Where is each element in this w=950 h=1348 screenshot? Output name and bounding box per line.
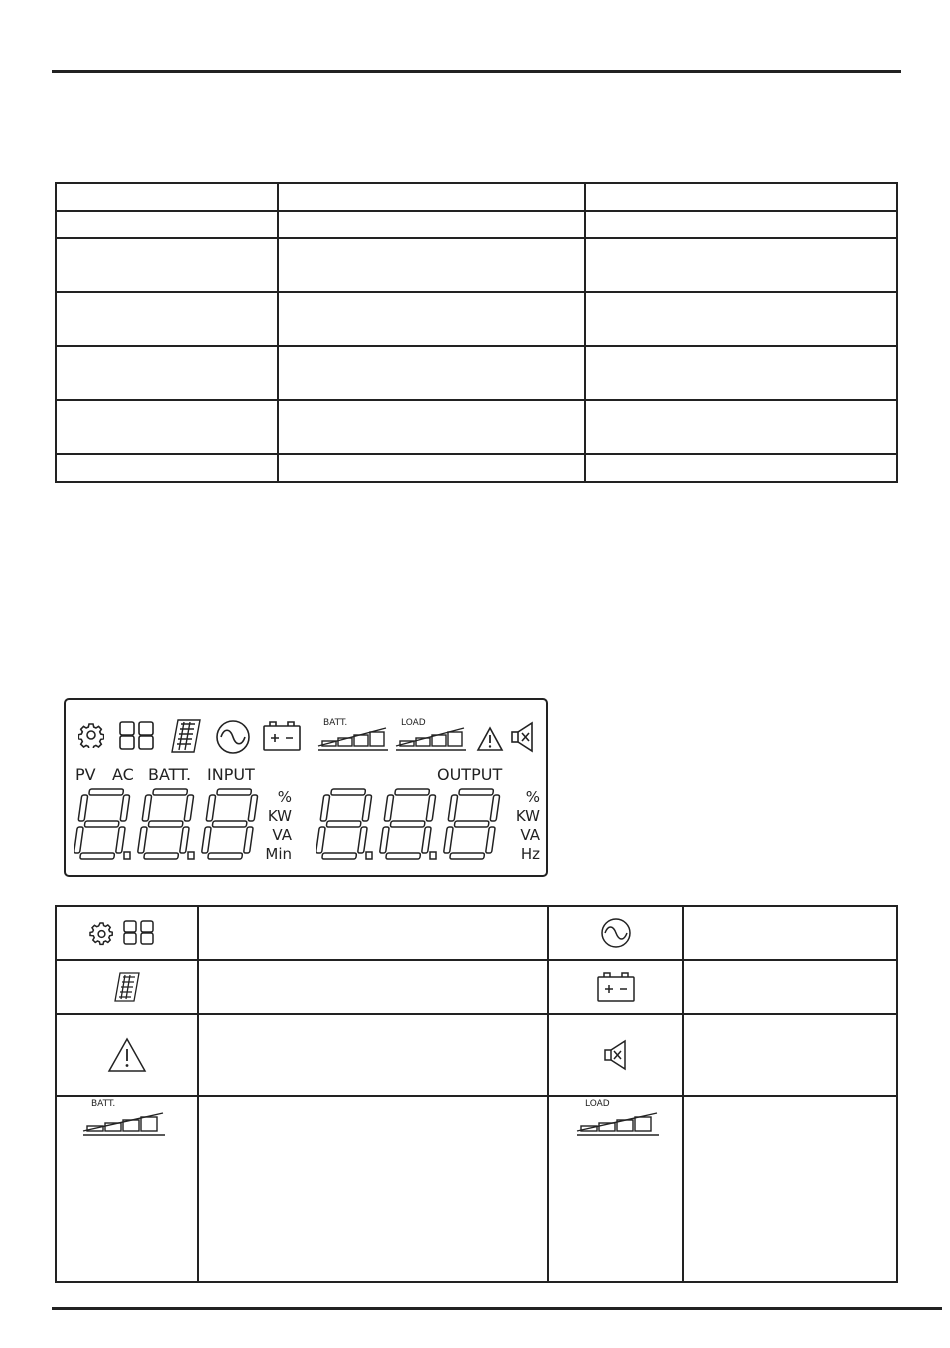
table-cell xyxy=(585,400,897,454)
table-cell xyxy=(585,238,897,292)
table-cell xyxy=(278,346,585,400)
table-cell xyxy=(548,960,683,1014)
table-cell xyxy=(278,183,585,211)
batt-label: BATT. xyxy=(148,765,192,784)
mute-icon xyxy=(510,720,538,754)
ac-label: AC xyxy=(112,765,134,784)
warning-description xyxy=(198,1014,548,1096)
table-cell xyxy=(585,346,897,400)
input-unit-min: Min xyxy=(265,845,292,863)
output-unit-kw: KW xyxy=(515,807,540,825)
table-row xyxy=(56,238,897,292)
battery-level-bar-icon xyxy=(81,1107,167,1137)
table-cell xyxy=(278,454,585,482)
battery-description xyxy=(683,960,897,1014)
input-seven-segment-display xyxy=(74,786,260,866)
batt-bar-label: BATT. xyxy=(323,718,348,728)
table-cell xyxy=(56,960,198,1014)
load-bar-label: LOAD xyxy=(585,1099,610,1109)
table-cell xyxy=(585,454,897,482)
output-seven-segment-display xyxy=(316,786,502,866)
table-row xyxy=(56,211,897,238)
batt-level-description xyxy=(198,1096,548,1282)
lcd-display-panel xyxy=(64,698,548,877)
table-cell xyxy=(548,1014,683,1096)
table-cell xyxy=(548,1096,683,1282)
table-cell xyxy=(56,906,198,960)
solar-description xyxy=(198,960,548,1014)
input-unit-kw: KW xyxy=(267,807,292,825)
battery-level-bar-icon xyxy=(316,724,390,752)
output-unit-hz: Hz xyxy=(520,845,540,863)
battery-icon xyxy=(262,720,302,752)
status-table xyxy=(55,182,898,483)
batt-bar-label: BATT. xyxy=(91,1099,116,1109)
battery-icon xyxy=(596,971,636,1003)
ac-description xyxy=(683,906,897,960)
table-cell xyxy=(56,346,278,400)
mute-description xyxy=(683,1014,897,1096)
load-level-description xyxy=(683,1096,897,1282)
mute-icon xyxy=(603,1038,629,1072)
table-row xyxy=(56,1096,897,1282)
table-row xyxy=(56,454,897,482)
gear-icon xyxy=(78,722,104,748)
two-digit-display-icon xyxy=(118,720,156,752)
table-row xyxy=(56,960,897,1014)
table-row xyxy=(56,1014,897,1096)
table-cell xyxy=(56,238,278,292)
table-cell xyxy=(585,183,897,211)
table-cell xyxy=(56,1014,198,1096)
table-cell xyxy=(56,400,278,454)
pv-label: PV xyxy=(75,765,96,784)
output-unit-va: VA xyxy=(520,826,540,844)
input-unit-va: VA xyxy=(272,826,292,844)
table-cell xyxy=(56,211,278,238)
load-level-bar-icon xyxy=(575,1107,661,1137)
footer-rule xyxy=(52,1307,942,1310)
table-cell xyxy=(56,183,278,211)
ac-sine-wave-icon xyxy=(599,916,633,950)
warning-icon xyxy=(107,1037,147,1073)
input-label: INPUT xyxy=(207,765,255,784)
input-unit-percent: % xyxy=(277,788,292,806)
table-row xyxy=(56,183,897,211)
table-cell xyxy=(278,292,585,346)
settings-description xyxy=(198,906,548,960)
output-units xyxy=(504,788,540,864)
table-row xyxy=(56,346,897,400)
table-cell xyxy=(56,454,278,482)
solar-panel-icon xyxy=(113,971,141,1003)
warning-icon xyxy=(476,726,504,752)
load-bar-label: LOAD xyxy=(401,718,426,728)
solar-panel-icon xyxy=(170,718,202,754)
output-unit-percent: % xyxy=(525,788,540,806)
table-cell xyxy=(278,400,585,454)
table-row xyxy=(56,292,897,346)
table-cell xyxy=(278,238,585,292)
output-label: OUTPUT xyxy=(437,765,503,784)
icon-legend-table xyxy=(55,905,898,1283)
gear-digits-icon xyxy=(86,918,168,948)
header-rule xyxy=(52,70,901,73)
table-cell xyxy=(56,292,278,346)
table-row xyxy=(56,906,897,960)
table-cell xyxy=(585,292,897,346)
table-row xyxy=(56,400,897,454)
load-level-bar-icon xyxy=(394,724,468,752)
ac-sine-wave-icon xyxy=(214,718,252,756)
table-cell xyxy=(585,211,897,238)
table-cell xyxy=(278,211,585,238)
table-cell xyxy=(56,1096,198,1282)
input-units xyxy=(256,788,292,864)
table-cell xyxy=(548,906,683,960)
